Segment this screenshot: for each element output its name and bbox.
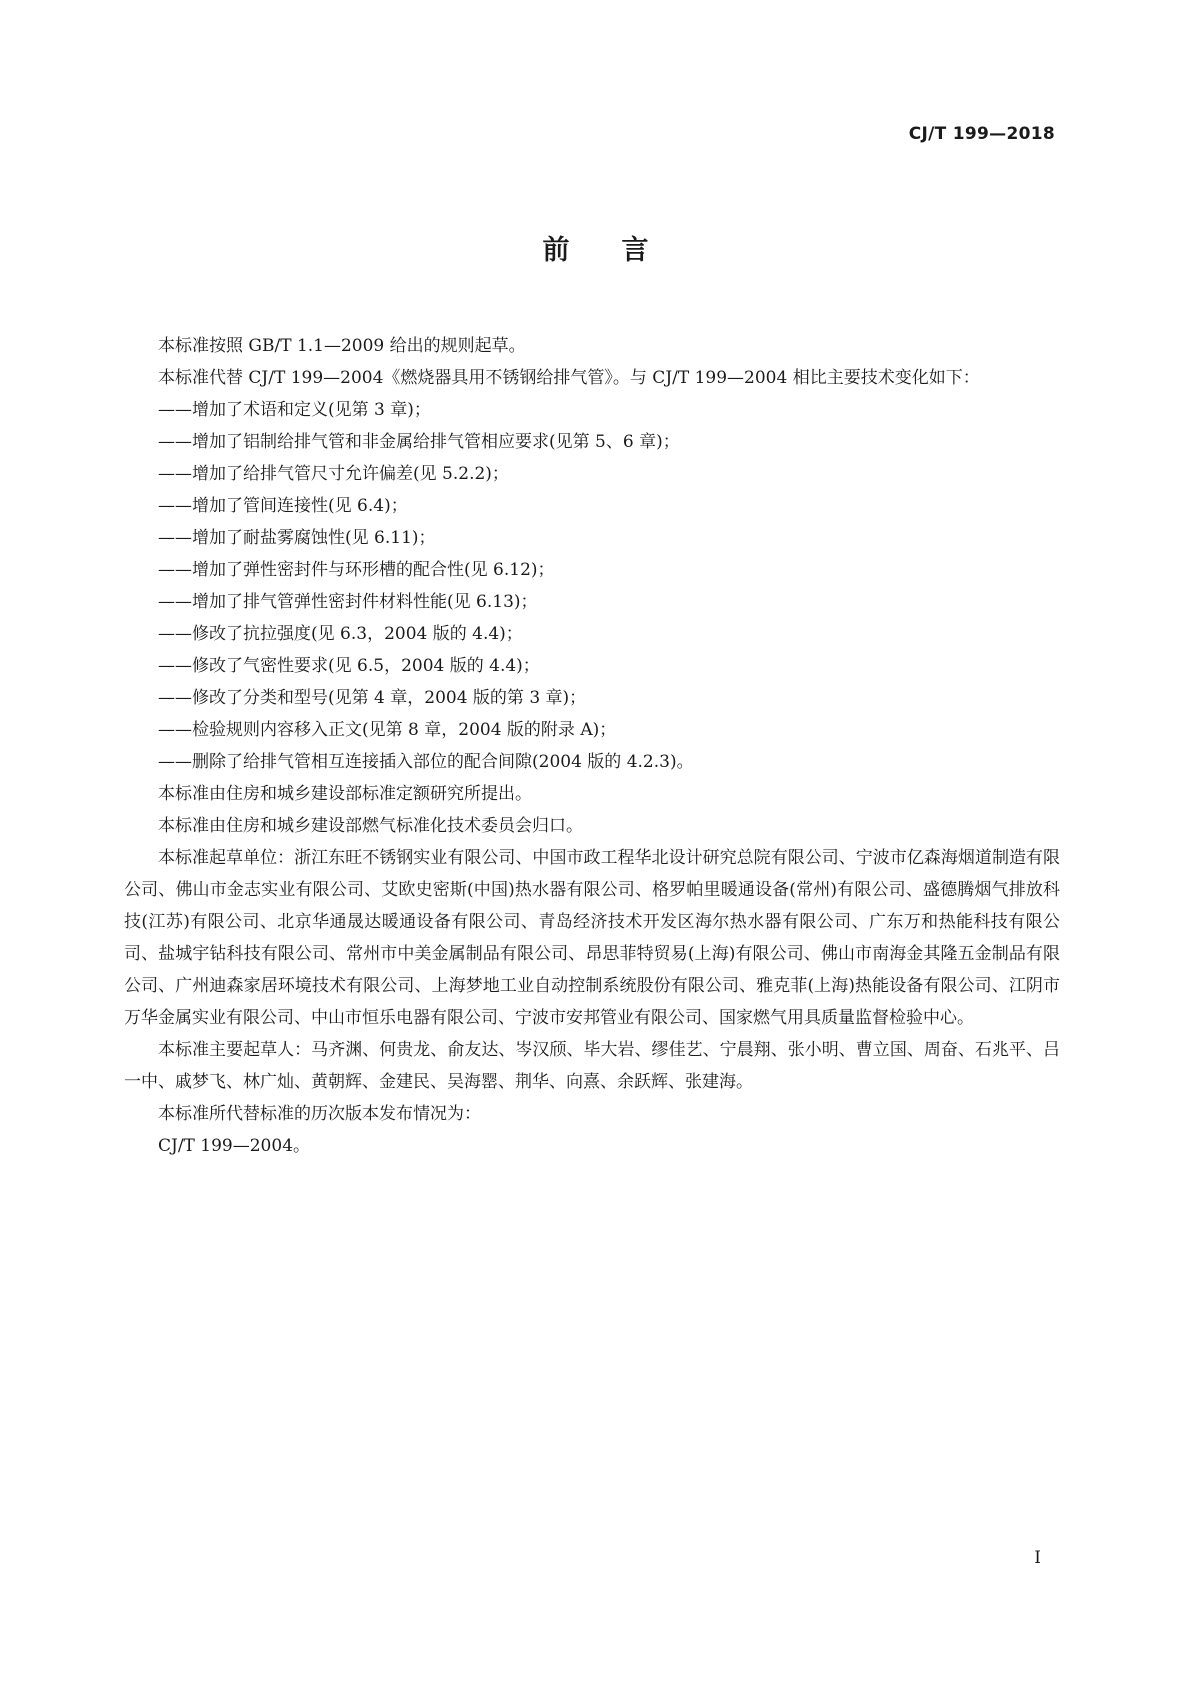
page-title: 前言	[542, 235, 701, 266]
paragraph-drafting-rules: 本标准按照 GB/T 1.1—2009 给出的规则起草。	[158, 336, 526, 356]
list-item: ——修改了分类和型号(见第 4 章，2004 版的第 3 章)；	[158, 688, 587, 708]
paragraph-administered-by: 本标准由住房和城乡建设部燃气标准化技术委员会归口。	[158, 816, 583, 836]
list-item: ——增加了给排气管尺寸允许偏差(见 5.2.2)；	[158, 464, 509, 484]
paragraph-drafting-units: 本标准起草单位：浙江东旺不锈钢实业有限公司、中国市政工程华北设计研究总院有限公司、宁波市亿森海烟道制造有限公司、佛山市金志实业有限公司、艾欧史密斯(中国)热水器有限公司、格罗帕里暖通设备(常州)有限公司、盛德腾烟气排放科技(江苏)有限公司、北京华通晟达暖通设备有限公司、青岛经济技术开发区海尔热水器有限公司、广东万和热能科技有限公司、盐城宇钻科技有限公司、常州市中美金属制品有限公司、昂思菲特贸易(上海)有限公司、佛山市南海金其隆五金制品有限公司、广州迪森家居环境技术有限公司、上海梦地工业自动控制系统股份有限公司、雅克菲(上海)热能设备有限公司、江阴市万华金属实业有限公司、中山市恒乐电器有限公司、宁波市安邦管业有限公司、国家燃气用具质量监督检验中心。	[124, 848, 1060, 1028]
page-number: I	[1034, 1548, 1041, 1568]
paragraph-drafters: 本标准主要起草人：马齐渊、何贵龙、俞友达、岑汉颀、毕大岩、缪佳艺、宁晨翔、张小明、曹立国、周奋、石兆平、吕一中、戚梦飞、林广灿、黄朝辉、金建民、吴海罂、荆华、向熹、余跃辉、张建海。	[124, 1040, 1060, 1092]
list-item: ——增加了铝制给排气管和非金属给排气管相应要求(见第 5、6 章)；	[158, 432, 680, 452]
paragraph-proposed-by: 本标准由住房和城乡建设部标准定额研究所提出。	[158, 784, 532, 804]
paragraph-history-intro: 本标准所代替标准的历次版本发布情况为：	[158, 1104, 481, 1124]
paragraph-replacement: 本标准代替 CJ/T 199—2004《燃烧器具用不锈钢给排气管》。与 CJ/T 199—2004 相比主要技术变化如下：	[158, 368, 980, 388]
list-item: ——删除了给排气管相互连接插入部位的配合间隙(2004 版的 4.2.3)。	[158, 752, 694, 772]
list-item: ——增加了排气管弹性密封件材料性能(见 6.13)；	[158, 592, 538, 612]
list-item: ——修改了气密性要求(见 6.5，2004 版的 4.4)；	[158, 656, 540, 676]
list-item: ——修改了抗拉强度(见 6.3，2004 版的 4.4)；	[158, 624, 523, 644]
list-item: ——增加了耐盐雾腐蚀性(见 6.11)；	[158, 528, 436, 548]
changes-list	[124, 394, 1060, 778]
list-item: ——检验规则内容移入正文(见第 8 章，2004 版的附录 A)；	[158, 720, 617, 740]
list-item: ——增加了术语和定义(见第 3 章)；	[158, 400, 431, 420]
list-item: ——增加了管间连接性(见 6.4)；	[158, 496, 408, 516]
standard-code: CJ/T 199—2018	[908, 124, 1055, 144]
list-item: ——增加了弹性密封件与环形槽的配合性(见 6.12)；	[158, 560, 555, 580]
paragraph-history-version: CJ/T 199—2004。	[158, 1136, 311, 1156]
foreword-body	[124, 330, 1060, 1162]
